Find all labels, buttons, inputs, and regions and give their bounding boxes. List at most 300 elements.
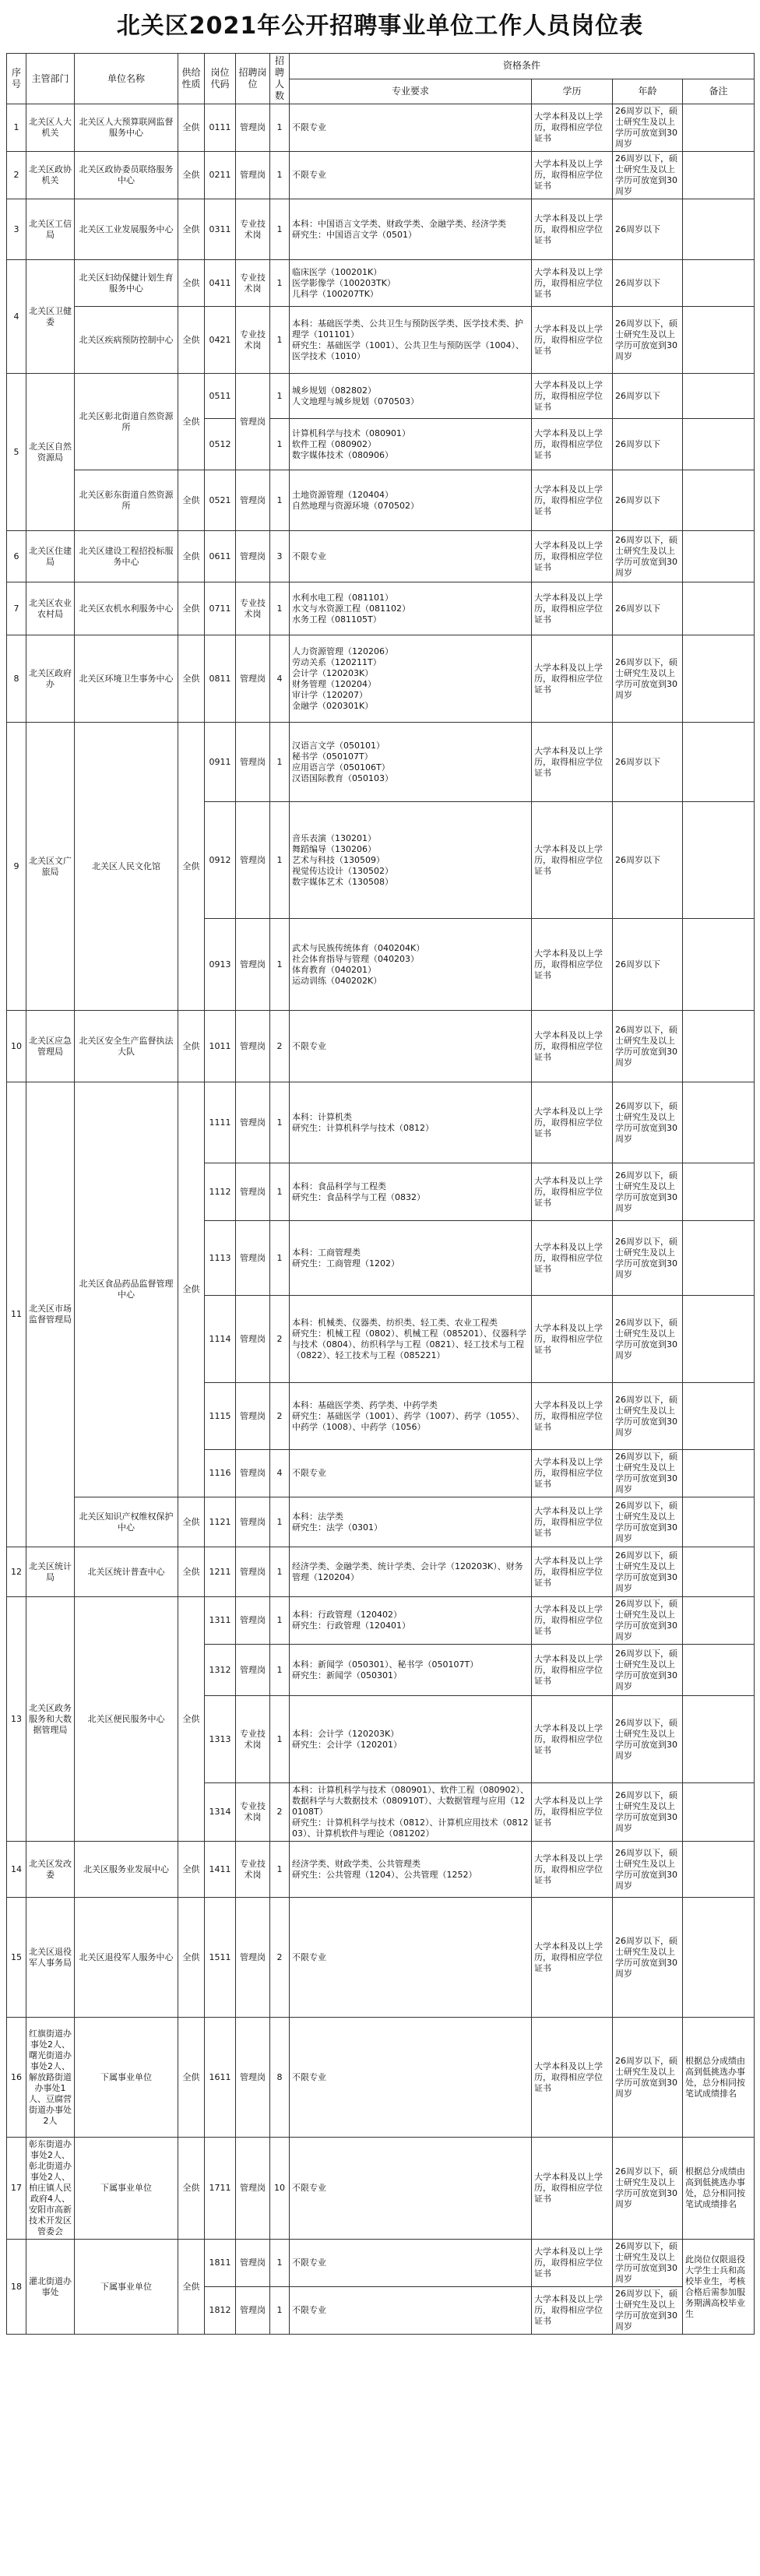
cell-age: 26周岁以下，硕士研究生及以上学历可放宽到30周岁 [613, 1011, 683, 1082]
cell-age: 26周岁以下 [613, 470, 683, 531]
cell-note [683, 199, 755, 260]
cell-age: 26周岁以下 [613, 723, 683, 802]
cell-seq: 3 [7, 199, 26, 260]
cell-count: 1 [270, 1163, 290, 1221]
cell-major: 本科：计算机类 研究生：计算机科学与技术（0812） [290, 1082, 532, 1163]
table-row [7, 470, 755, 531]
cell-edu: 大学本科及以上学历，取得相应学位证书 [532, 1082, 613, 1163]
cell-unit: 下属事业单位 [75, 2240, 178, 2335]
cell-age: 26周岁以下，硕士研究生及以上学历可放宽到30周岁 [613, 152, 683, 199]
page-title: 北关区2021年公开招聘事业单位工作人员岗位表 [116, 12, 644, 40]
cell-dept: 北关区卫健委 [26, 260, 75, 374]
cell-code: 1411 [205, 1842, 236, 1898]
cell-age: 26周岁以下，硕士研究生及以上学历可放宽到30周岁 [613, 1898, 683, 2018]
cell-dept: 北关区统计局 [26, 1547, 75, 1597]
cell-count: 1 [270, 1842, 290, 1898]
cell-code: 0913 [205, 919, 236, 1011]
cell-age: 26周岁以下，硕士研究生及以上学历可放宽到30周岁 [613, 1597, 683, 1645]
cell-note [683, 1898, 755, 2018]
cell-age: 26周岁以下，硕士研究生及以上学历可放宽到30周岁 [613, 1783, 683, 1842]
cell-funding: 全供 [178, 1842, 205, 1898]
cell-code: 0512 [205, 419, 236, 470]
cell-count: 1 [270, 1645, 290, 1696]
cell-code: 1811 [205, 2240, 236, 2287]
cell-unit: 北关区人大预算联网监督服务中心 [75, 104, 178, 152]
cell-note: 此岗位仅限退役大学生士兵和高校毕业生，考核合格后需参加服务期满高校毕业生 [683, 2240, 755, 2335]
cell-age: 26周岁以下，硕士研究生及以上学历可放宽到30周岁 [613, 635, 683, 723]
cell-age: 26周岁以下，硕士研究生及以上学历可放宽到30周岁 [613, 1696, 683, 1783]
cell-count: 2 [270, 1898, 290, 2018]
page [6, 0, 754, 2335]
cell-age: 26周岁以下 [613, 199, 683, 260]
cell-age: 26周岁以下，硕士研究生及以上学历可放宽到30周岁 [613, 1450, 683, 1497]
cell-funding: 全供 [178, 152, 205, 199]
cell-count: 10 [270, 2138, 290, 2240]
cell-seq: 5 [7, 374, 26, 531]
header-age: 年龄 [613, 79, 683, 104]
cell-code: 1114 [205, 1296, 236, 1383]
cell-unit: 北关区彰东街道自然资源所 [75, 470, 178, 531]
cell-note [683, 531, 755, 582]
cell-funding: 全供 [178, 2018, 205, 2138]
table-body [7, 104, 755, 2335]
table-row [7, 582, 755, 635]
cell-post: 管理岗 [236, 919, 270, 1011]
cell-edu: 大学本科及以上学历，取得相应学位证书 [532, 582, 613, 635]
cell-post: 管理岗 [236, 1221, 270, 1296]
cell-unit: 北关区疾病预防控制中心 [75, 307, 178, 374]
cell-dept: 北关区政府办 [26, 635, 75, 723]
cell-edu: 大学本科及以上学历，取得相应学位证书 [532, 1011, 613, 1082]
cell-major: 本科：基础医学类、药学类、中药学类 研究生：基础医学（1001）、药学（1007）、药学（1055）、中药学（1008）、中药学（1056） [290, 1383, 532, 1450]
cell-edu: 大学本科及以上学历，取得相应学位证书 [532, 1497, 613, 1547]
cell-age: 26周岁以下 [613, 582, 683, 635]
cell-code: 1312 [205, 1645, 236, 1696]
cell-post: 专业技术岗 [236, 1842, 270, 1898]
cell-dept: 彰东街道办事处2人、彰北街道办事处2人、柏庄镇人民政府4人、安阳市高新技术开发区管委会 [26, 2138, 75, 2240]
cell-major: 本科：新闻学（050301）、秘书学（050107T） 研究生：新闻学（050301） [290, 1645, 532, 1696]
cell-note [683, 1163, 755, 1221]
cell-post: 管理岗 [236, 1011, 270, 1082]
table-row [7, 374, 755, 419]
cell-post: 管理岗 [236, 1497, 270, 1547]
cell-age: 26周岁以下，硕士研究生及以上学历可放宽到30周岁 [613, 104, 683, 152]
cell-funding: 全供 [178, 307, 205, 374]
cell-seq: 13 [7, 1597, 26, 1842]
header-funding: 供给性质 [178, 54, 205, 104]
cell-post: 管理岗 [236, 723, 270, 802]
cell-major: 不限专业 [290, 2287, 532, 2335]
cell-major: 经济学类、财政学类、公共管理类 研究生：公共管理（1204）、公共管理（1252） [290, 1842, 532, 1898]
cell-seq: 9 [7, 723, 26, 1011]
cell-age: 26周岁以下，硕士研究生及以上学历可放宽到30周岁 [613, 2018, 683, 2138]
cell-note: 根据总分成绩由高到低挑选办事处，总分相同按笔试成绩排名 [683, 2018, 755, 2138]
cell-seq: 8 [7, 635, 26, 723]
header-unit: 单位名称 [75, 54, 178, 104]
cell-dept: 北关区人大机关 [26, 104, 75, 152]
cell-dept: 红旗街道办事处2人、曙光街道办事处2人、解放路街道办事处1人、豆腐营街道办事处2人 [26, 2018, 75, 2138]
cell-note [683, 1783, 755, 1842]
cell-edu: 大学本科及以上学历，取得相应学位证书 [532, 104, 613, 152]
cell-unit: 北关区工业发展服务中心 [75, 199, 178, 260]
cell-unit: 北关区环境卫生事务中心 [75, 635, 178, 723]
table-row [7, 1842, 755, 1898]
cell-unit: 下属事业单位 [75, 2018, 178, 2138]
cell-funding: 全供 [178, 1082, 205, 1497]
cell-post: 管理岗 [236, 374, 270, 470]
header-note: 备注 [683, 79, 755, 104]
cell-code: 1311 [205, 1597, 236, 1645]
cell-seq: 10 [7, 1011, 26, 1082]
cell-note [683, 1082, 755, 1163]
table-row [7, 104, 755, 152]
cell-funding: 全供 [178, 723, 205, 1011]
cell-edu: 大学本科及以上学历，取得相应学位证书 [532, 307, 613, 374]
cell-seq: 18 [7, 2240, 26, 2335]
cell-age: 26周岁以下 [613, 802, 683, 919]
cell-post: 专业技术岗 [236, 199, 270, 260]
cell-count: 1 [270, 199, 290, 260]
cell-count: 1 [270, 152, 290, 199]
cell-major: 不限专业 [290, 2138, 532, 2240]
cell-count: 3 [270, 531, 290, 582]
table-row [7, 152, 755, 199]
cell-major: 音乐表演（130201） 舞蹈编导（130206） 艺术与科技（130509） 视觉传达设计（130502） 数字媒体艺术（130508） [290, 802, 532, 919]
header-dept: 主管部门 [26, 54, 75, 104]
header-qual: 资格条件 [290, 54, 755, 79]
cell-major: 不限专业 [290, 531, 532, 582]
cell-post: 管理岗 [236, 2287, 270, 2335]
cell-unit: 北关区便民服务中心 [75, 1597, 178, 1842]
cell-count: 1 [270, 374, 290, 419]
cell-age: 26周岁以下，硕士研究生及以上学历可放宽到30周岁 [613, 1497, 683, 1547]
cell-post: 专业技术岗 [236, 1696, 270, 1783]
cell-code: 1812 [205, 2287, 236, 2335]
cell-funding: 全供 [178, 2138, 205, 2240]
table-row [7, 1547, 755, 1597]
cell-age: 26周岁以下 [613, 919, 683, 1011]
cell-edu: 大学本科及以上学历，取得相应学位证书 [532, 199, 613, 260]
cell-major: 临床医学（100201K） 医学影像学（100203TK） 儿科学（100207TK） [290, 260, 532, 307]
cell-edu: 大学本科及以上学历，取得相应学位证书 [532, 635, 613, 723]
cell-major: 本科：食品科学与工程类 研究生：食品科学与工程（0832） [290, 1163, 532, 1221]
cell-seq: 15 [7, 1898, 26, 2018]
cell-edu: 大学本科及以上学历，取得相应学位证书 [532, 470, 613, 531]
cell-major: 本科：机械类、仪器类、纺织类、轻工类、农业工程类 研究生：机械工程（0802）、机械工程（085201）、仪器科学与技术（0804）、纺织科学与工程（0821）、轻工技术与工程（0822）、轻工技术与工程（085221） [290, 1296, 532, 1383]
cell-funding: 全供 [178, 260, 205, 307]
table-row [7, 1497, 755, 1547]
cell-seq: 14 [7, 1842, 26, 1898]
cell-post: 管理岗 [236, 1597, 270, 1645]
cell-code: 0411 [205, 260, 236, 307]
cell-count: 2 [270, 1296, 290, 1383]
cell-unit: 北关区安全生产监督执法大队 [75, 1011, 178, 1082]
cell-post: 专业技术岗 [236, 1783, 270, 1842]
cell-code: 0311 [205, 199, 236, 260]
cell-code: 0511 [205, 374, 236, 419]
cell-count: 1 [270, 1082, 290, 1163]
cell-major: 土地资源管理（120404） 自然地理与资源环境（070502） [290, 470, 532, 531]
cell-edu: 大学本科及以上学历，取得相应学位证书 [532, 1296, 613, 1383]
table-row [7, 2138, 755, 2240]
cell-count: 1 [270, 2287, 290, 2335]
cell-major: 汉语言文学（050101） 秘书学（050107T） 应用语言学（050106T） 汉语国际教育（050103） [290, 723, 532, 802]
cell-code: 0611 [205, 531, 236, 582]
cell-age: 26周岁以下，硕士研究生及以上学历可放宽到30周岁 [613, 1082, 683, 1163]
cell-post: 管理岗 [236, 1450, 270, 1497]
cell-unit: 北关区退役军人服务中心 [75, 1898, 178, 2018]
cell-edu: 大学本科及以上学历，取得相应学位证书 [532, 802, 613, 919]
cell-edu: 大学本科及以上学历，取得相应学位证书 [532, 531, 613, 582]
cell-seq: 1 [7, 104, 26, 152]
cell-age: 26周岁以下，硕士研究生及以上学历可放宽到30周岁 [613, 1383, 683, 1450]
cell-unit: 北关区统计普查中心 [75, 1547, 178, 1597]
cell-unit: 北关区知识产权维权保护中心 [75, 1497, 178, 1547]
cell-code: 1112 [205, 1163, 236, 1221]
header-major: 专业要求 [290, 79, 532, 104]
cell-count: 1 [270, 104, 290, 152]
cell-note: 根据总分成绩由高到低挑选办事处，总分相同按笔试成绩排名 [683, 2138, 755, 2240]
cell-age: 26周岁以下，硕士研究生及以上学历可放宽到30周岁 [613, 2287, 683, 2335]
cell-funding: 全供 [178, 1597, 205, 1842]
cell-post: 管理岗 [236, 104, 270, 152]
cell-funding: 全供 [178, 582, 205, 635]
cell-funding: 全供 [178, 1898, 205, 2018]
table-row [7, 723, 755, 802]
table-row [7, 531, 755, 582]
cell-edu: 大学本科及以上学历，取得相应学位证书 [532, 1597, 613, 1645]
cell-code: 1115 [205, 1383, 236, 1450]
cell-unit: 北关区食品药品监督管理中心 [75, 1082, 178, 1497]
cell-seq: 16 [7, 2018, 26, 2138]
cell-note [683, 582, 755, 635]
table-row [7, 2018, 755, 2138]
cell-edu: 大学本科及以上学历，取得相应学位证书 [532, 1450, 613, 1497]
cell-note [683, 470, 755, 531]
cell-unit: 北关区妇幼保健计划生育服务中心 [75, 260, 178, 307]
cell-note [683, 802, 755, 919]
table-row [7, 1898, 755, 2018]
cell-code: 1314 [205, 1783, 236, 1842]
cell-count: 1 [270, 419, 290, 470]
cell-age: 26周岁以下，硕士研究生及以上学历可放宽到30周岁 [613, 1221, 683, 1296]
cell-age: 26周岁以下，硕士研究生及以上学历可放宽到30周岁 [613, 531, 683, 582]
cell-edu: 大学本科及以上学历，取得相应学位证书 [532, 919, 613, 1011]
cell-note [683, 1645, 755, 1696]
cell-code: 1116 [205, 1450, 236, 1497]
cell-dept: 北关区政协机关 [26, 152, 75, 199]
cell-dept: 北关区发改委 [26, 1842, 75, 1898]
cell-major: 人力资源管理（120206） 劳动关系（120211T） 会计学（120203K） 财务管理（120204） 审计学（120207） 金融学（020301K） [290, 635, 532, 723]
header-seq: 序号 [7, 54, 26, 104]
cell-edu: 大学本科及以上学历，取得相应学位证书 [532, 1696, 613, 1783]
cell-funding: 全供 [178, 1547, 205, 1597]
table-row [7, 307, 755, 374]
cell-major: 不限专业 [290, 152, 532, 199]
cell-unit: 北关区彰北街道自然资源所 [75, 374, 178, 470]
cell-post: 专业技术岗 [236, 307, 270, 374]
cell-code: 1313 [205, 1696, 236, 1783]
cell-note [683, 635, 755, 723]
cell-code: 1111 [205, 1082, 236, 1163]
cell-edu: 大学本科及以上学历，取得相应学位证书 [532, 2018, 613, 2138]
cell-seq: 12 [7, 1547, 26, 1597]
cell-edu: 大学本科及以上学历，取得相应学位证书 [532, 2240, 613, 2287]
cell-age: 26周岁以下，硕士研究生及以上学历可放宽到30周岁 [613, 307, 683, 374]
cell-age: 26周岁以下，硕士研究生及以上学历可放宽到30周岁 [613, 1163, 683, 1221]
cell-count: 1 [270, 723, 290, 802]
cell-note [683, 1296, 755, 1383]
cell-age: 26周岁以下，硕士研究生及以上学历可放宽到30周岁 [613, 1842, 683, 1898]
cell-post: 专业技术岗 [236, 582, 270, 635]
cell-edu: 大学本科及以上学历，取得相应学位证书 [532, 1645, 613, 1696]
cell-note [683, 152, 755, 199]
cell-major: 本科：工商管理类 研究生：工商管理（1202） [290, 1221, 532, 1296]
cell-funding: 全供 [178, 635, 205, 723]
cell-note [683, 104, 755, 152]
cell-post: 管理岗 [236, 1898, 270, 2018]
cell-code: 1511 [205, 1898, 236, 2018]
cell-post: 管理岗 [236, 531, 270, 582]
cell-major: 不限专业 [290, 1011, 532, 1082]
table-row [7, 1082, 755, 1163]
cell-note [683, 1597, 755, 1645]
cell-note [683, 1696, 755, 1783]
cell-count: 2 [270, 1783, 290, 1842]
cell-dept: 北关区住建局 [26, 531, 75, 582]
cell-post: 管理岗 [236, 635, 270, 723]
cell-unit: 北关区农机水利服务中心 [75, 582, 178, 635]
cell-code: 0912 [205, 802, 236, 919]
cell-count: 1 [270, 307, 290, 374]
cell-age: 26周岁以下，硕士研究生及以上学历可放宽到30周岁 [613, 1547, 683, 1597]
cell-major: 不限专业 [290, 1450, 532, 1497]
cell-edu: 大学本科及以上学历，取得相应学位证书 [532, 1163, 613, 1221]
cell-edu: 大学本科及以上学历，取得相应学位证书 [532, 1221, 613, 1296]
table-row [7, 1011, 755, 1082]
cell-dept: 灌北街道办事处 [26, 2240, 75, 2335]
cell-major: 不限专业 [290, 2018, 532, 2138]
cell-edu: 大学本科及以上学历，取得相应学位证书 [532, 1547, 613, 1597]
cell-unit: 北关区服务业发展中心 [75, 1842, 178, 1898]
cell-dept: 北关区政务服务和大数据管理局 [26, 1597, 75, 1842]
cell-edu: 大学本科及以上学历，取得相应学位证书 [532, 1783, 613, 1842]
cell-seq: 4 [7, 260, 26, 374]
cell-funding: 全供 [178, 531, 205, 582]
cell-note [683, 260, 755, 307]
cell-code: 0521 [205, 470, 236, 531]
cell-note [683, 1547, 755, 1597]
cell-post: 管理岗 [236, 152, 270, 199]
cell-funding: 全供 [178, 199, 205, 260]
cell-count: 2 [270, 1011, 290, 1082]
cell-post: 管理岗 [236, 2138, 270, 2240]
cell-count: 1 [270, 1547, 290, 1597]
cell-age: 26周岁以下，硕士研究生及以上学历可放宽到30周岁 [613, 2240, 683, 2287]
cell-note [683, 1450, 755, 1497]
cell-edu: 大学本科及以上学历，取得相应学位证书 [532, 1842, 613, 1898]
cell-count: 1 [270, 582, 290, 635]
table-row [7, 635, 755, 723]
cell-major: 本科：行政管理（120402） 研究生：行政管理（120401） [290, 1597, 532, 1645]
cell-major: 本科：基础医学类、公共卫生与预防医学类、医学技术类、护理学（101101） 研究生：基础医学（1001）、公共卫生与预防医学（1004）、医学技术（1010） [290, 307, 532, 374]
cell-age: 26周岁以下，硕士研究生及以上学历可放宽到30周岁 [613, 1296, 683, 1383]
cell-major: 经济学类、金融学类、统计学类、会计学（120203K）、财务管理（120204） [290, 1547, 532, 1597]
cell-major: 本科：会计学（120203K） 研究生：会计学（120201） [290, 1696, 532, 1783]
cell-dept: 北关区退役军人事务局 [26, 1898, 75, 2018]
cell-funding: 全供 [178, 2240, 205, 2335]
cell-note [683, 1011, 755, 1082]
cell-major: 不限专业 [290, 2240, 532, 2287]
cell-major: 本科：中国语言文学类、财政学类、金融学类、经济学类 研究生：中国语言文学（0501） [290, 199, 532, 260]
cell-dept: 北关区应急管理局 [26, 1011, 75, 1082]
cell-code: 0911 [205, 723, 236, 802]
cell-edu: 大学本科及以上学历，取得相应学位证书 [532, 152, 613, 199]
cell-count: 1 [270, 470, 290, 531]
cell-seq: 17 [7, 2138, 26, 2240]
cell-code: 0811 [205, 635, 236, 723]
cell-age: 26周岁以下，硕士研究生及以上学历可放宽到30周岁 [613, 1645, 683, 1696]
cell-code: 1121 [205, 1497, 236, 1547]
cell-note [683, 1842, 755, 1898]
cell-count: 4 [270, 635, 290, 723]
cell-unit: 北关区政协委员联络服务中心 [75, 152, 178, 199]
cell-edu: 大学本科及以上学历，取得相应学位证书 [532, 1898, 613, 2018]
cell-count: 1 [270, 1497, 290, 1547]
header-post: 招聘岗位 [236, 54, 270, 104]
cell-age: 26周岁以下 [613, 419, 683, 470]
cell-unit: 北关区人民文化馆 [75, 723, 178, 1011]
cell-code: 0211 [205, 152, 236, 199]
cell-note [683, 1221, 755, 1296]
cell-count: 1 [270, 260, 290, 307]
cell-unit: 下属事业单位 [75, 2138, 178, 2240]
cell-dept: 北关区农业农村局 [26, 582, 75, 635]
cell-edu: 大学本科及以上学历，取得相应学位证书 [532, 374, 613, 419]
cell-note [683, 1383, 755, 1450]
cell-code: 0421 [205, 307, 236, 374]
cell-code: 1211 [205, 1547, 236, 1597]
cell-code: 1011 [205, 1011, 236, 1082]
table-row [7, 260, 755, 307]
cell-major: 不限专业 [290, 104, 532, 152]
cell-seq: 2 [7, 152, 26, 199]
cell-count: 1 [270, 1597, 290, 1645]
cell-age: 26周岁以下 [613, 260, 683, 307]
cell-note [683, 307, 755, 374]
cell-code: 0111 [205, 104, 236, 152]
cell-code: 1113 [205, 1221, 236, 1296]
cell-age: 26周岁以下 [613, 374, 683, 419]
cell-major: 城乡规划（082802） 人文地理与城乡规划（070503） [290, 374, 532, 419]
cell-edu: 大学本科及以上学历，取得相应学位证书 [532, 723, 613, 802]
cell-edu: 大学本科及以上学历，取得相应学位证书 [532, 419, 613, 470]
cell-count: 1 [270, 1221, 290, 1296]
cell-dept: 北关区文广旅局 [26, 723, 75, 1011]
cell-funding: 全供 [178, 1497, 205, 1547]
cell-major: 本科：法学类 研究生：法学（0301） [290, 1497, 532, 1547]
cell-count: 4 [270, 1450, 290, 1497]
cell-major: 不限专业 [290, 1898, 532, 2018]
cell-post: 管理岗 [236, 470, 270, 531]
cell-seq: 7 [7, 582, 26, 635]
cell-code: 0711 [205, 582, 236, 635]
cell-post: 管理岗 [236, 1383, 270, 1450]
cell-count: 1 [270, 2240, 290, 2287]
cell-unit: 北关区建设工程招投标服务中心 [75, 531, 178, 582]
cell-count: 8 [270, 2018, 290, 2138]
cell-code: 1611 [205, 2018, 236, 2138]
